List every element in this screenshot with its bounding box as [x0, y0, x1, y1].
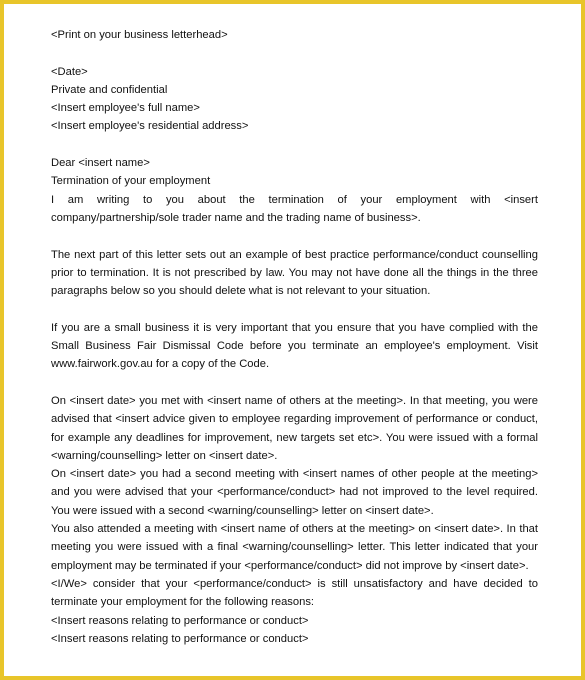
spacer [51, 374, 538, 392]
final-meeting-paragraph: You also attended a meeting with <insert name of others at the meeting> on <insert date>. In that meeting you were issued with a final <warning/counselling> letter. This letter indicated that your employment may be terminated if your <performance/conduct> did not improve by <insert date>. [51, 523, 538, 572]
opening-paragraph: I am writing to you about the termination of your employment with <insert company/partnership/sole trader name and the trading name of business>. [51, 193, 538, 224]
small-business-note: If you are a small business it is very important that you ensure that you have complied with the Small Business Fair Dismissal Code before you terminate an employee's employment. Visit www.fairwork.gov.au for a copy of the Code. [51, 321, 538, 371]
salutation: Dear <insert name> [51, 157, 150, 170]
spacer [51, 227, 538, 245]
confidentiality-line: Private and confidential [51, 83, 168, 96]
letterhead-instruction: <Print on your business letterhead> [51, 29, 228, 41]
date-placeholder: <Date> [51, 65, 88, 78]
reason-item: <Insert reasons relating to performance or conduct> [51, 632, 309, 645]
reason-item: <Insert reasons relating to performance or conduct> [51, 614, 309, 627]
best-practice-note: The next part of this letter sets out an example of best practice performance/conduct counselling prior to termination. It is not prescribed by law. You may not have done all the things in the three paragraphs below so you should delete what is not relevant to your situation. [51, 248, 538, 298]
first-meeting-paragraph: On <insert date> you met with <insert name of others at the meeting>. In that meeting, you were advised that <insert advice given to employee regarding improvement of performance or conduct, for example any deadlines for improvement, new targets set etc>. You were issued with a formal <warning/counselling> letter on <insert date>. [51, 394, 538, 462]
spacer [51, 44, 538, 62]
letter-body [51, 26, 538, 648]
subject-line: Termination of your employment [51, 175, 211, 188]
employee-address-placeholder: <Insert employee's residential address> [51, 120, 249, 133]
spacer [51, 300, 538, 318]
spacer [51, 136, 538, 154]
letter-page [4, 4, 581, 676]
employee-name-placeholder: <Insert employee's full name> [51, 102, 200, 115]
decision-paragraph: <I/We> consider that your <performance/conduct> is still unsatisfactory and have decided to terminate your employment for the following reasons: [51, 577, 538, 609]
second-meeting-paragraph: On <insert date> you had a second meeting with <insert names of other people at the meeting> and you were advised that your <performance/conduct> had not improved to the level required. You were issued with a second <warning/counselling> letter on <insert date>. [51, 468, 538, 517]
